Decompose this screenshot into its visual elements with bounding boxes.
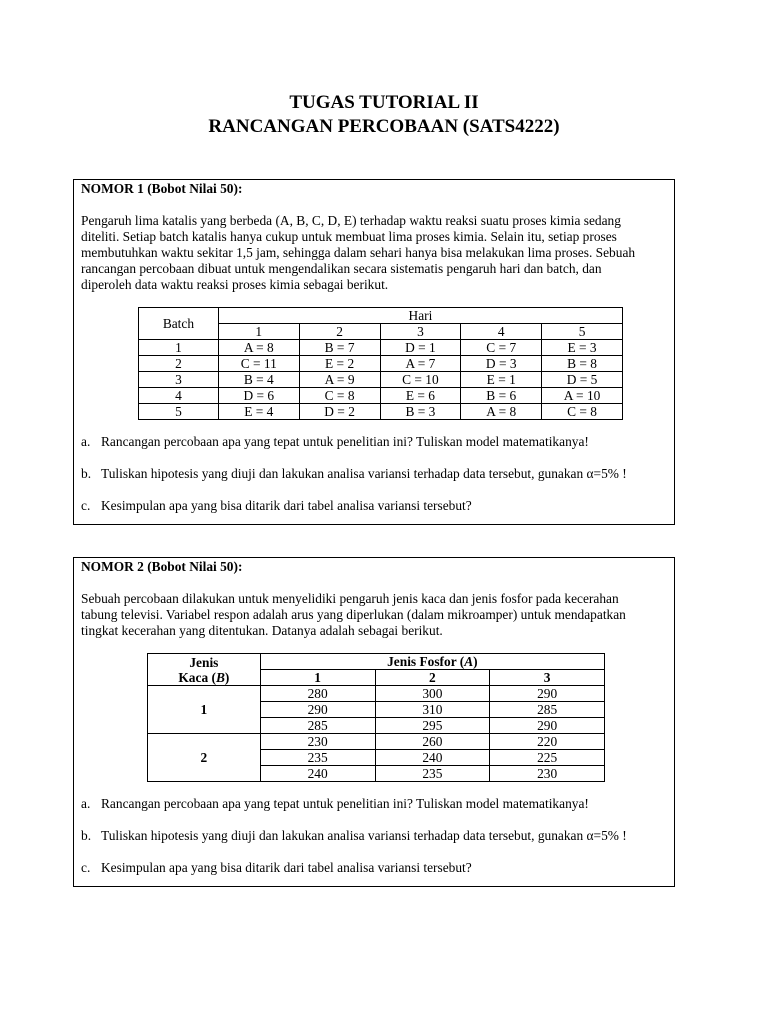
column-header: 4 — [461, 324, 542, 340]
table-cell: A = 9 — [299, 372, 380, 388]
question-letter: b. — [81, 828, 92, 843]
table-cell: A = 7 — [380, 356, 461, 372]
table-cell: 235 — [260, 750, 375, 766]
problem-1-heading: NOMOR 1 (Bobot Nilai 50): — [81, 181, 243, 196]
problem-2-heading: NOMOR 2 (Bobot Nilai 50): — [81, 559, 243, 574]
question-letter: c. — [81, 860, 91, 875]
table-cell: 290 — [490, 718, 605, 734]
column-header: 2 — [299, 324, 380, 340]
table-cell: C = 11 — [218, 356, 299, 372]
table-cell: D = 1 — [380, 340, 461, 356]
question-c — [81, 498, 667, 514]
table-cell: E = 2 — [299, 356, 380, 372]
header-text: Kaca ( — [178, 669, 216, 685]
table-cell: B = 6 — [461, 388, 542, 404]
latin-square-table — [138, 307, 623, 420]
question-c — [81, 860, 667, 876]
table-cell: 300 — [375, 686, 490, 702]
document-subtitle: RANCANGAN PERCOBAAN (SATS4222) — [208, 116, 560, 137]
table-cell: B = 7 — [299, 340, 380, 356]
table-cell: B = 4 — [218, 372, 299, 388]
table-cell: D = 6 — [218, 388, 299, 404]
table-cell: B = 3 — [380, 404, 461, 420]
group-label: 1 — [148, 686, 261, 734]
table-cell: 290 — [260, 702, 375, 718]
table-cell: C = 8 — [542, 404, 623, 420]
table-row — [139, 388, 623, 404]
table-cell: 290 — [490, 686, 605, 702]
table-cell: 235 — [375, 766, 490, 782]
problem-1-box — [73, 179, 675, 525]
table-cell: 285 — [490, 702, 605, 718]
table-cell: 285 — [260, 718, 375, 734]
question-letter: b. — [81, 466, 92, 481]
question-b — [81, 828, 667, 844]
question-text: Tuliskan hipotesis yang diuji dan lakukan analisa variansi terhadap data tersebut, gunakan α=5% ! — [101, 466, 627, 481]
table-cell: C = 8 — [299, 388, 380, 404]
question-a — [81, 434, 667, 450]
table-cell: A = 8 — [461, 404, 542, 420]
table-header-row — [148, 654, 605, 670]
table-cell: D = 2 — [299, 404, 380, 420]
problem-2-box — [73, 557, 675, 887]
table-cell: E = 3 — [542, 340, 623, 356]
batch-header: Batch — [139, 308, 219, 340]
jenis-fosfor-header — [260, 654, 604, 670]
question-letter: a. — [81, 796, 91, 811]
table-row — [148, 734, 605, 750]
row-label: 5 — [139, 404, 219, 420]
table-cell: 310 — [375, 702, 490, 718]
description-line: rancangan percobaan dibuat untuk mengendalikan secara sistematis pengaruh hari dan batch, dan — [81, 261, 602, 276]
column-header: 1 — [260, 670, 375, 686]
description-line: Pengaruh lima katalis yang berbeda (A, B, C, D, E) terhadap waktu reaksi suatu proses kimia sedang — [81, 213, 621, 228]
table-cell: 230 — [490, 766, 605, 782]
table-cell: 225 — [490, 750, 605, 766]
problem-1-description — [81, 213, 667, 293]
description-line: tingkat kecerahan yang ditentukan. Datanya adalah sebagai berikut. — [81, 623, 443, 638]
column-header: 3 — [490, 670, 605, 686]
table-row — [139, 356, 623, 372]
table-row — [139, 372, 623, 388]
question-text: Rancangan percobaan apa yang tepat untuk penelitian ini? Tuliskan model matematikanya! — [101, 796, 589, 811]
table-cell: E = 1 — [461, 372, 542, 388]
row-label: 2 — [139, 356, 219, 372]
header-symbol: A — [464, 654, 474, 669]
question-text: Tuliskan hipotesis yang diuji dan lakukan analisa variansi terhadap data tersebut, gunakan α=5% ! — [101, 828, 627, 843]
table-cell: A = 10 — [542, 388, 623, 404]
table-row — [148, 686, 605, 702]
jenis-kaca-header-line2 — [148, 670, 260, 685]
header-text: ) — [473, 654, 478, 669]
table-header-row — [139, 308, 623, 324]
column-header: 1 — [218, 324, 299, 340]
column-header: 5 — [542, 324, 623, 340]
question-letter: c. — [81, 498, 91, 513]
table-cell: B = 8 — [542, 356, 623, 372]
question-letter: a. — [81, 434, 91, 449]
description-line: tabung televisi. Variabel respon adalah arus yang diperlukan (dalam mikroamper) untuk mendapatkan — [81, 607, 626, 622]
table-cell: 260 — [375, 734, 490, 750]
row-label: 4 — [139, 388, 219, 404]
question-a — [81, 796, 667, 812]
description-line: diteliti. Setiap batch katalis hanya cukup untuk membuat lima proses kimia. Selain itu, setiap proses — [81, 229, 617, 244]
table-cell: 295 — [375, 718, 490, 734]
question-b — [81, 466, 667, 482]
question-text: Kesimpulan apa yang bisa ditarik dari tabel analisa variansi tersebut? — [101, 860, 472, 875]
description-line: Sebuah percobaan dilakukan untuk menyelidiki pengaruh jenis kaca dan jenis fosfor pada kecerahan — [81, 591, 619, 606]
problem-2-description — [81, 591, 667, 639]
description-line: membutuhkan waktu sekitar 1,5 jam, sehingga dalam sehari hanya bisa melakukan lima proses. Sebuah — [81, 245, 636, 260]
table-row — [139, 340, 623, 356]
column-header: 2 — [375, 670, 490, 686]
header-text: Jenis Fosfor ( — [387, 654, 465, 669]
description-line: diperoleh data waktu reaksi proses kimia sebagai berikut. — [81, 277, 389, 292]
table-cell: C = 7 — [461, 340, 542, 356]
header-symbol: B — [215, 669, 225, 685]
group-label: 2 — [148, 734, 261, 782]
table-cell: A = 8 — [218, 340, 299, 356]
header-text: ) — [224, 669, 230, 685]
table-row — [139, 404, 623, 420]
table-cell: D = 5 — [542, 372, 623, 388]
table-cell: E = 4 — [218, 404, 299, 420]
table-cell: 240 — [260, 766, 375, 782]
table-cell: C = 10 — [380, 372, 461, 388]
hari-header: Hari — [218, 308, 622, 324]
column-header: 3 — [380, 324, 461, 340]
row-label: 1 — [139, 340, 219, 356]
jenis-kaca-header — [148, 654, 261, 686]
question-text: Rancangan percobaan apa yang tepat untuk penelitian ini? Tuliskan model matematikanya! — [101, 434, 589, 449]
table-cell: 230 — [260, 734, 375, 750]
table-cell: 240 — [375, 750, 490, 766]
table-cell: D = 3 — [461, 356, 542, 372]
row-label: 3 — [139, 372, 219, 388]
table-cell: 280 — [260, 686, 375, 702]
table-cell: 220 — [490, 734, 605, 750]
question-text: Kesimpulan apa yang bisa ditarik dari tabel analisa variansi tersebut? — [101, 498, 472, 513]
factorial-table — [147, 653, 605, 782]
jenis-kaca-header-line1: Jenis — [189, 654, 219, 670]
table-cell: E = 6 — [380, 388, 461, 404]
document-title: TUGAS TUTORIAL II — [289, 92, 479, 113]
